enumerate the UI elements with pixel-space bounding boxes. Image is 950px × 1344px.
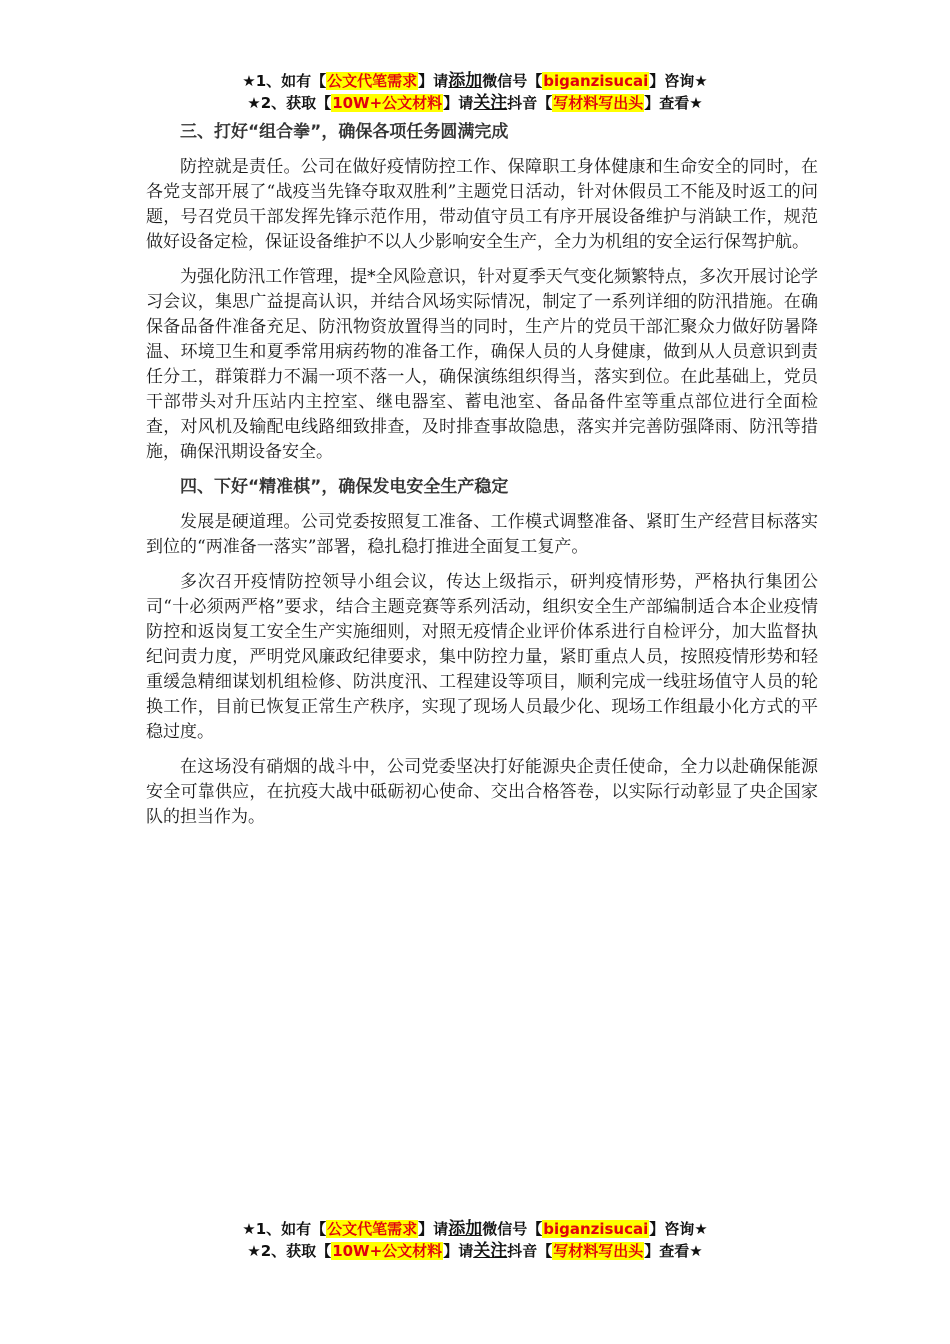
highlight-wechat-id: biganzisucai [543, 1220, 649, 1238]
emphasis-add: 添加 [448, 1219, 483, 1239]
star-icon: ★ [242, 72, 256, 90]
paragraph: 防控就是责任。公司在做好疫情防控工作、保障职工身体健康和生命安全的同时，在各党支部开展了“战疫当先锋夺取双胜利”主题党日活动，针对休假员工不能及时返工的问题，号召党员干部发挥先锋示范作用，带动值守员工有序开展设备维护与消缺工作，规范做好设备定检，保证设备维护不以人少影响安全生产，全力为机组的安全运行保驾护航。 [146, 157, 818, 252]
promo-text: 2、获取【 [260, 1242, 332, 1260]
highlight-wechat-id: biganzisucai [543, 72, 649, 90]
promo-text: 2、获取【 [260, 94, 332, 112]
promo-text: 抖音【 [507, 1242, 553, 1260]
promo-text: 抖音【 [507, 94, 553, 112]
star-icon: ★ [689, 1242, 703, 1260]
promo-text: 】咨询 [649, 72, 695, 90]
highlight-service: 公文代笔需求 [327, 72, 418, 90]
paragraph: 发展是硬道理。公司党委按照复工准备、工作模式调整准备、紧盯生产经营目标落实到位的“两准备一落实”部署，稳扎稳打推进全面复工复产。 [146, 512, 818, 557]
emphasis-add: 添加 [448, 71, 483, 91]
promo-line-1 [0, 1218, 950, 1240]
star-icon: ★ [694, 72, 708, 90]
paragraph: 在这场没有硝烟的战斗中，公司党委坚决打好能源央企责任使命，全力以赴确保能源安全可靠供应，在抗疫大战中砥砺初心使命、交出合格答卷，以实际行动彰显了央企国家队的担当作为。 [146, 757, 818, 827]
promo-line-1 [0, 70, 950, 92]
emphasis-follow: 关注 [473, 93, 508, 113]
promo-text: 】查看 [644, 94, 690, 112]
emphasis-follow: 关注 [473, 1241, 508, 1261]
promo-text: 】请 [418, 72, 449, 90]
highlight-materials: 10W+公文材料 [332, 1242, 443, 1260]
star-icon: ★ [694, 1220, 708, 1238]
star-icon: ★ [689, 94, 703, 112]
promo-text: 】查看 [644, 1242, 690, 1260]
promo-text: 微信号【 [482, 1220, 543, 1238]
promo-text: 1、如有【 [255, 1220, 327, 1238]
promo-text: 1、如有【 [255, 72, 327, 90]
promo-text: 】请 [443, 94, 474, 112]
highlight-service: 公文代笔需求 [327, 1220, 418, 1238]
promo-text: 】请 [418, 1220, 449, 1238]
star-icon: ★ [242, 1220, 256, 1238]
highlight-douyin-id: 写材料写出头 [553, 1242, 644, 1260]
bottom-promo-banner [0, 1218, 950, 1262]
promo-text: 】咨询 [649, 1220, 695, 1238]
promo-line-2 [0, 92, 950, 114]
star-icon: ★ [247, 1242, 261, 1260]
promo-text: 微信号【 [482, 72, 543, 90]
document-body [146, 120, 818, 840]
promo-line-2 [0, 1240, 950, 1262]
paragraph: 为强化防汛工作管理，提*全风险意识，针对夏季天气变化频繁特点，多次开展讨论学习会议，集思广益提高认识，并结合风场实际情况，制定了一系列详细的防汛措施。在确保备品备件准备充足、防汛物资放置得当的同时，生产片的党员干部汇聚众力做好防暑降温、环境卫生和夏季常用病药物的准备工作，确保人员的人身健康，做到从人员意识到责任分工，群策群力不漏一项不落一人，确保演练组织得当，落实到位。在此基础上，党员干部带头对升压站内主控室、继电器室、蓄电池室、备品备件室等重点部位进行全面检查，对风机及输配电线路细致排查，及时排查事故隐患，落实并完善防强降雨、防汛等措施，确保汛期设备安全。 [146, 267, 818, 462]
section-3-heading: 三、打好“组合拳”，确保各项任务圆满完成 [180, 122, 509, 142]
top-promo-banner [0, 70, 950, 114]
highlight-materials: 10W+公文材料 [332, 94, 443, 112]
promo-text: 】请 [443, 1242, 474, 1260]
star-icon: ★ [247, 94, 261, 112]
paragraph: 多次召开疫情防控领导小组会议，传达上级指示，研判疫情形势，严格执行集团公司“十必须两严格”要求，结合主题竞赛等系列活动，组织安全生产部编制适合本企业疫情防控和返岗复工安全生产实施细则，对照无疫情企业评价体系进行自检评分，加大监督执纪问责力度，严明党风廉政纪律要求，集中防控力量，紧盯重点人员，按照疫情形势和轻重缓急精细谋划机组检修、防洪度汛、工程建设等项目，顺利完成一线驻场值守人员的轮换工作，目前已恢复正常生产秩序，实现了现场人员最少化、现场工作组最小化方式的平稳过度。 [146, 572, 818, 742]
highlight-douyin-id: 写材料写出头 [553, 94, 644, 112]
section-4-heading: 四、下好“精准棋”，确保发电安全生产稳定 [180, 477, 509, 497]
